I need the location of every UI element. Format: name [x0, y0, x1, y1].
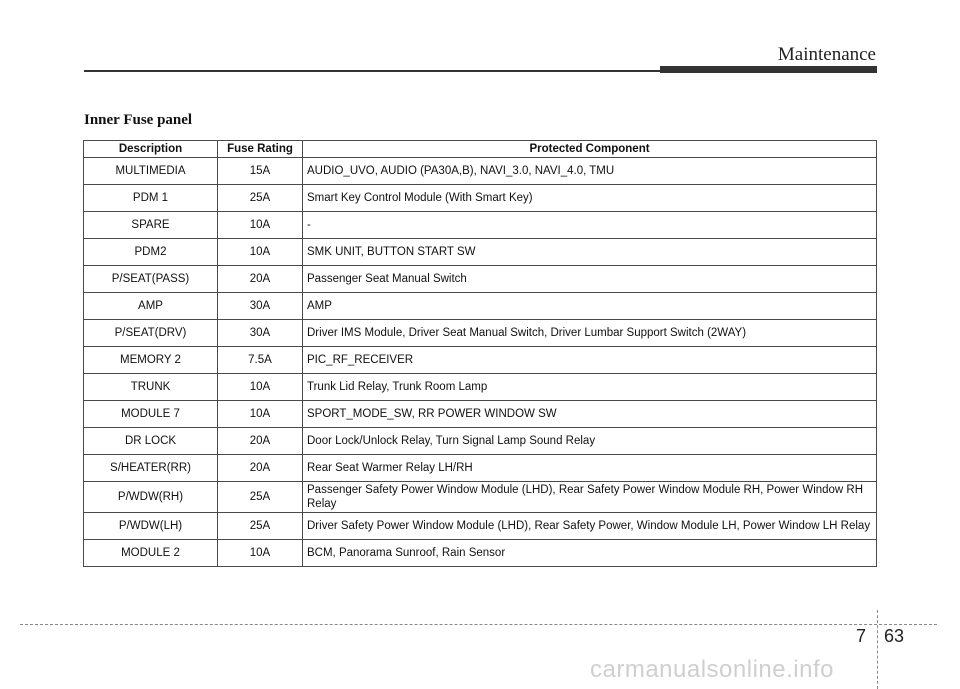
table-row [84, 347, 877, 374]
cell-protected-component: Door Lock/Unlock Relay, Turn Signal Lamp Sound Relay [303, 428, 877, 455]
cell-fuse-rating: 10A [218, 212, 303, 239]
table-row [84, 320, 877, 347]
cell-fuse-rating: 7.5A [218, 347, 303, 374]
cell-protected-component: - [303, 212, 877, 239]
cell-fuse-rating: 30A [218, 293, 303, 320]
table-row [84, 428, 877, 455]
cell-fuse-rating: 20A [218, 266, 303, 293]
cell-protected-component: SPORT_MODE_SW, RR POWER WINDOW SW [303, 401, 877, 428]
cell-fuse-rating: 30A [218, 320, 303, 347]
footer-rule [20, 624, 937, 625]
cell-fuse-rating: 10A [218, 239, 303, 266]
cell-protected-component: PIC_RF_RECEIVER [303, 347, 877, 374]
footer-divider [877, 610, 878, 689]
table-row [84, 540, 877, 567]
cell-fuse-rating: 20A [218, 455, 303, 482]
cell-protected-component: AMP [303, 293, 877, 320]
table-row [84, 513, 877, 540]
cell-description: P/SEAT(DRV) [84, 320, 218, 347]
cell-protected-component: Smart Key Control Module (With Smart Key) [303, 185, 877, 212]
column-header-fuse-rating: Fuse Rating [218, 141, 303, 158]
cell-description: MEMORY 2 [84, 347, 218, 374]
table-row [84, 158, 877, 185]
cell-description: P/WDW(RH) [84, 482, 218, 513]
cell-description: SPARE [84, 212, 218, 239]
table-header-row [84, 141, 877, 158]
cell-description: AMP [84, 293, 218, 320]
cell-fuse-rating: 25A [218, 185, 303, 212]
header-accent-bar [660, 66, 877, 73]
cell-protected-component: Rear Seat Warmer Relay LH/RH [303, 455, 877, 482]
cell-protected-component: Driver IMS Module, Driver Seat Manual Switch, Driver Lumbar Support Switch (2WAY) [303, 320, 877, 347]
cell-protected-component: AUDIO_UVO, AUDIO (PA30A,B), NAVI_3.0, NAVI_4.0, TMU [303, 158, 877, 185]
table-row [84, 401, 877, 428]
cell-description: PDM 1 [84, 185, 218, 212]
cell-description: P/WDW(LH) [84, 513, 218, 540]
cell-description: MULTIMEDIA [84, 158, 218, 185]
cell-fuse-rating: 25A [218, 513, 303, 540]
table-row [84, 239, 877, 266]
cell-fuse-rating: 15A [218, 158, 303, 185]
column-header-description: Description [84, 141, 218, 158]
cell-fuse-rating: 10A [218, 540, 303, 567]
table-row [84, 482, 877, 513]
table-row [84, 212, 877, 239]
cell-description: MODULE 7 [84, 401, 218, 428]
header-rule [84, 70, 662, 72]
table-row [84, 374, 877, 401]
cell-fuse-rating: 25A [218, 482, 303, 513]
column-header-protected-component: Protected Component [303, 141, 877, 158]
chapter-number: 7 [856, 626, 867, 646]
page-number: 63 [884, 626, 905, 646]
table-body [84, 158, 877, 567]
cell-protected-component: SMK UNIT, BUTTON START SW [303, 239, 877, 266]
section-title: Inner Fuse panel [84, 112, 193, 128]
cell-fuse-rating: 20A [218, 428, 303, 455]
cell-protected-component: Passenger Seat Manual Switch [303, 266, 877, 293]
cell-description: PDM2 [84, 239, 218, 266]
table-row [84, 293, 877, 320]
table-row [84, 266, 877, 293]
cell-description: S/HEATER(RR) [84, 455, 218, 482]
cell-description: P/SEAT(PASS) [84, 266, 218, 293]
cell-protected-component: Driver Safety Power Window Module (LHD), Rear Safety Power, Window Module LH, Power Window LH Relay [303, 513, 877, 540]
watermark: carmanualsonline.info [590, 656, 834, 683]
cell-fuse-rating: 10A [218, 374, 303, 401]
cell-description: DR LOCK [84, 428, 218, 455]
fuse-table [83, 140, 877, 567]
table-row [84, 185, 877, 212]
table-row [84, 455, 877, 482]
cell-protected-component: BCM, Panorama Sunroof, Rain Sensor [303, 540, 877, 567]
cell-description: TRUNK [84, 374, 218, 401]
header-title: Maintenance [777, 44, 876, 65]
cell-description: MODULE 2 [84, 540, 218, 567]
cell-protected-component: Passenger Safety Power Window Module (LHD), Rear Safety Power Window Module RH, Power Window RH Relay [303, 482, 877, 513]
cell-protected-component: Trunk Lid Relay, Trunk Room Lamp [303, 374, 877, 401]
cell-fuse-rating: 10A [218, 401, 303, 428]
